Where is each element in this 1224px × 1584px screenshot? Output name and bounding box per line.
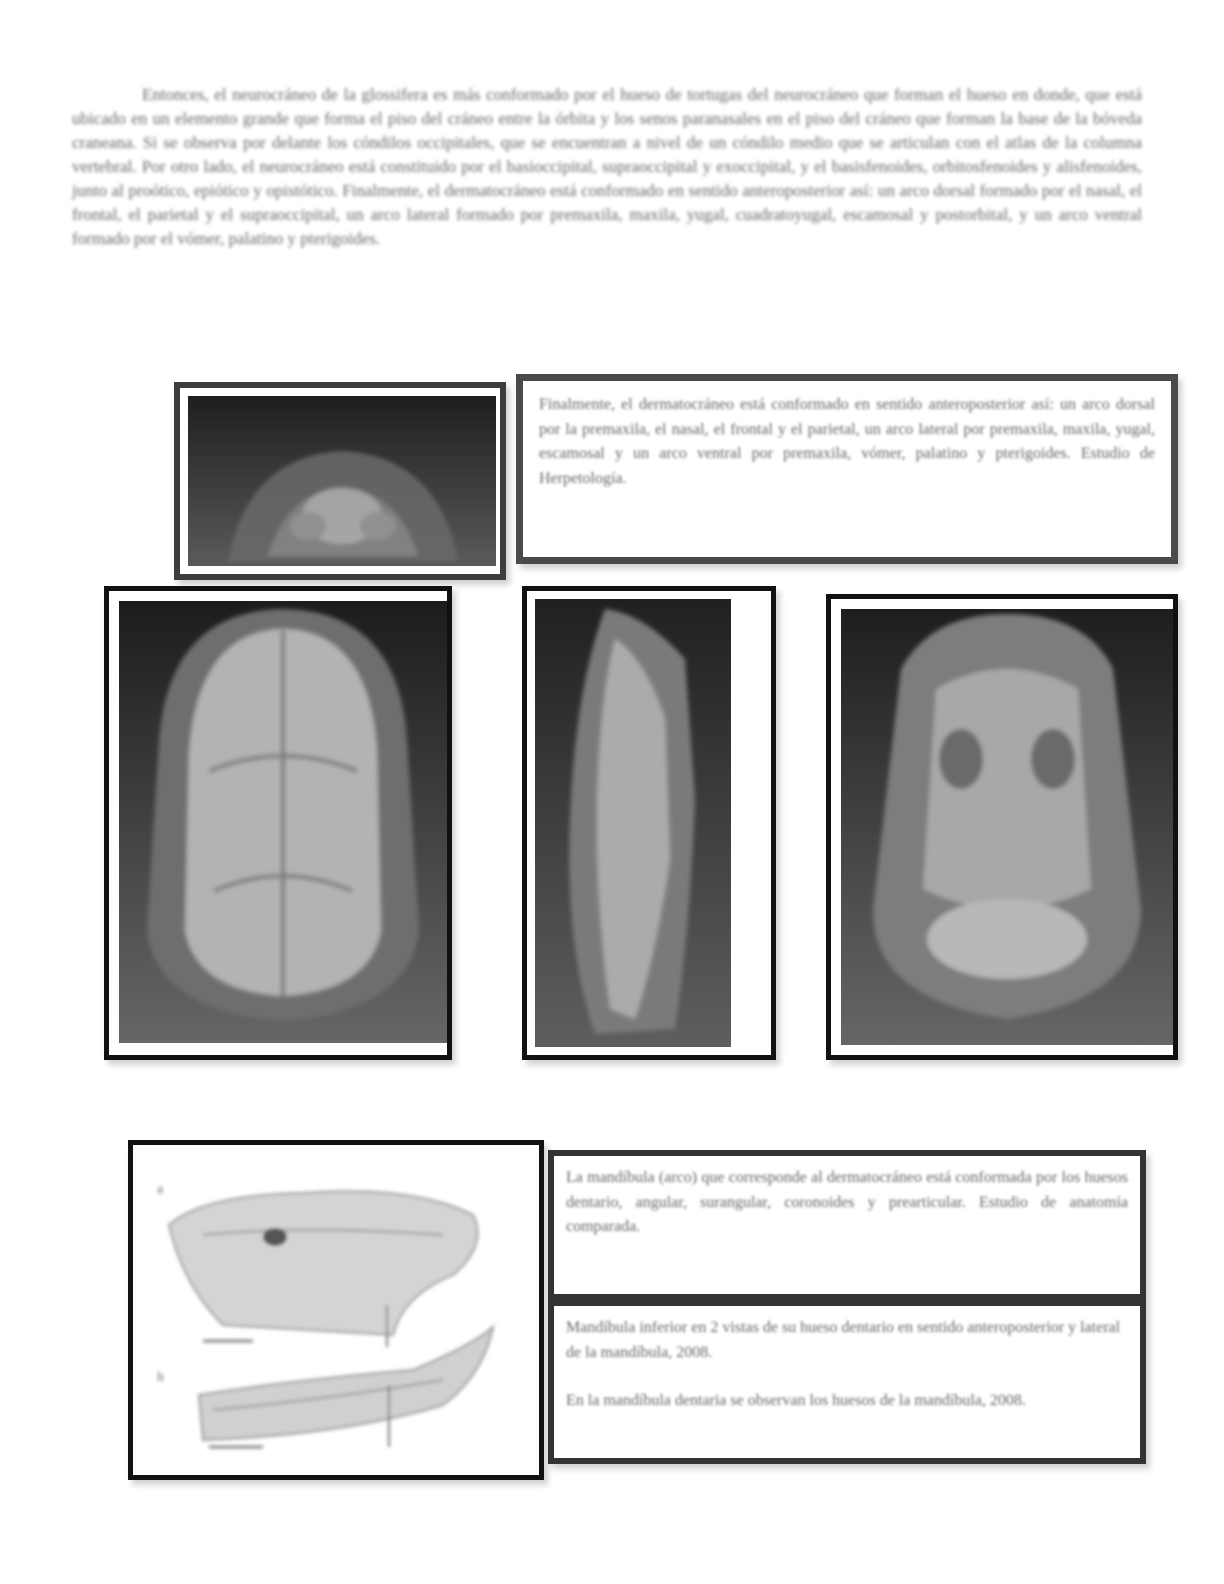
label-b: b [157,1370,164,1385]
body-paragraph: Entonces, el neurocráneo de la glossifera es más conformado por el hueso de tortugas del neurocráneo que forman el hueso en donde, que está ubicado en un elemento grande que forma el piso del cráneo entre la órbita y los senos paranasales en el piso del cráneo que forman la base de la bóveda craneana. Si se observa por delante los cóndilos occipitales, que se encuentran a nivel de un cóndilo medio que se articulan con el atlas de la columna vertebral. Por otro lado, el neurocráneo está constituido por el basioccipital, supraoccipital y exoccipital, y el basisfenoides, orbitosfenoides y alisfenoides, junto al proótico, epiótico y opistótico. Finalmente, el dermatocráneo está conformado en sentido anteroposterior así: un arco dorsal formado por el nasal, el frontal, el parietal y el supraoccipital, un arco lateral formado por premaxila, maxila, yugal, cuadratoyugal, escamosal y postorbital, y un arco ventral formado por el vómer, palatino y pterigoides. [72,85,1142,248]
skull-ventral-image [841,609,1173,1045]
figure-skull-lateral [522,586,776,1060]
label-a: a [157,1182,164,1197]
caption-top: Finalmente, el dermatocráneo está conformado en sentido anteroposterior así: un arco dorsal por la premaxila, el nasal, el frontal y el parietal, un arco lateral por premaxila, maxila, yugal, escamosal y un arco ventral por premaxila, vómer, palatino y pterigoides. Estudio de Herpetología. [539,396,1155,487]
mandible-drawing [143,1155,539,1475]
figure-skull-posterior [174,382,506,580]
caption-bottom-1: Mandíbula inferior en 2 vistas de su hueso dentario en sentido anteroposterior y lateral de la mandíbula, 2008. [566,1319,1121,1361]
caption-box-top [516,374,1178,564]
skull-dorsal-image [119,601,447,1043]
caption-box-bottom [548,1300,1146,1464]
caption-mid: La mandíbula (arco) que corresponde al dermatocráneo está conformada por los huesos dentario, angular, surangular, coronoides y prearticular. Estudio de anatomía comparada. [566,1169,1128,1235]
skull-posterior-image [188,396,496,566]
figure-skull-dorsal [104,586,452,1060]
skull-lateral-image [535,599,731,1047]
figure-mandible [128,1140,544,1480]
caption-box-mid [548,1150,1146,1300]
figure-skull-ventral [826,594,1178,1060]
caption-bottom-2: En la mandíbula dentaria se observan los huesos de la mandíbula, 2008. [566,1392,1026,1409]
